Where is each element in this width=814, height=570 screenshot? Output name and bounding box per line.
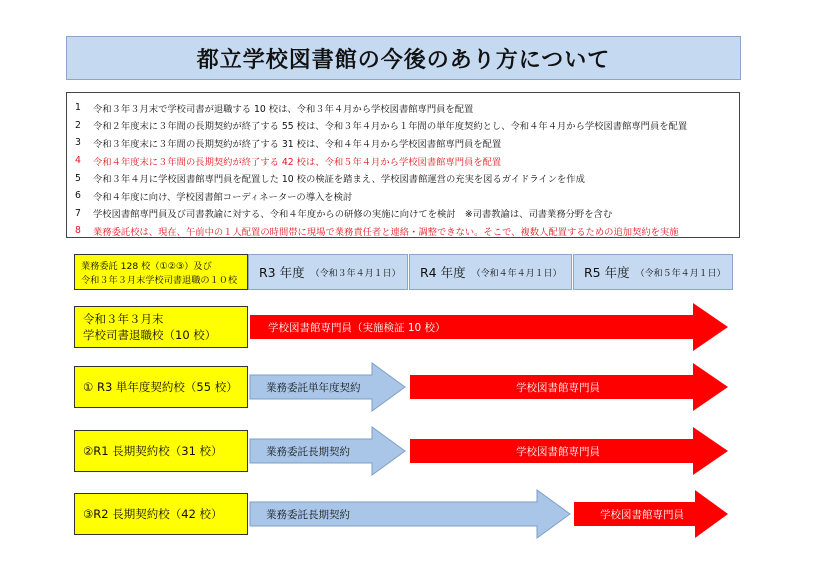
note-text: 令和４年度末に３年間の長期契約が終了する 42 校は、令和５年４月から学校図書館専門員を配置 <box>93 156 502 168</box>
notes-list <box>66 92 740 238</box>
note-text: 令和２年度末に３年間の長期契約が終了する 55 校は、令和３年４月から１年間の単年度契約とし、令和４年４月から学校図書館専門員を配置 <box>93 121 688 133</box>
row-line2: 学校司書退職校（10 校） <box>83 328 217 342</box>
note-number: 2 <box>75 119 81 131</box>
arrow-label: 業務委託単年度契約 <box>266 381 361 394</box>
year-date: （令和５年４月１日） <box>635 268 726 279</box>
row-line1: ① R3 単年度契約校（55 校） <box>83 380 238 394</box>
note-number: 5 <box>75 172 81 184</box>
note-text: 令和４年度に向け、学校図書館コーディネーターの導入を検討 <box>93 191 353 203</box>
note-text: 令和３年度末に３年間の長期契約が終了する 31 校は、令和４年４月から学校図書館専門員を配置 <box>93 138 502 150</box>
note-item-8 <box>75 222 733 240</box>
row-r1-long-term <box>74 430 248 472</box>
arrow-label: 学校図書館専門員（実施検証 10 校） <box>268 321 446 334</box>
arrow-label: 業務委託長期契約 <box>266 445 350 458</box>
row-r2-long-term <box>74 493 248 535</box>
note-text: 業務委託校は、現在、午前中の１人配置の時間帯に現場で業務責任者と連絡・調整できない。そこで、複数人配置するための追加契約を実施 <box>93 226 679 238</box>
note-number: 1 <box>75 102 81 114</box>
arrow-specialist-r5 <box>574 490 728 538</box>
year-header-r5 <box>573 254 733 290</box>
year-date: （令和３年４月１日） <box>310 268 401 279</box>
note-text: 令和３年４月に学校図書館専門員を配置した 10 校の検証を踏まえ、学校図書館運営の充実を図るガイドラインを作成 <box>93 174 585 186</box>
arrow-outsource-long-term-r1 <box>250 427 405 475</box>
arrow-label: 学校図書館専門員 <box>516 445 600 458</box>
arrow-outsource-long-term-r2 <box>250 490 570 538</box>
year-date: （令和４年４月１日） <box>471 268 562 279</box>
year-header-r4 <box>409 254 572 290</box>
note-item-5 <box>75 169 733 187</box>
arrow-specialist-pilot <box>250 303 728 351</box>
note-number: 4 <box>75 155 81 167</box>
row-r3-single-year <box>74 366 248 408</box>
arrow-label: 学校図書館専門員 <box>600 508 684 521</box>
row-line1: ②R1 長期契約校（31 校） <box>83 444 223 458</box>
header-line2: 令和３年３月末学校司書退職の１０校 <box>81 275 238 286</box>
arrow-outsource-single-year <box>250 363 405 411</box>
note-item-7 <box>75 205 733 223</box>
note-number: 8 <box>75 225 81 237</box>
note-number: 3 <box>75 137 81 149</box>
header-line1: 業務委託 128 校（①②③）及び <box>81 261 212 272</box>
note-text: 学校図書館専門員及び司書教諭に対する、令和４年度からの研修の実施に向けてを検討 ※司書教諭は、司書業務分野を含む <box>93 209 613 221</box>
note-item-6 <box>75 187 733 205</box>
row-line1: 令和３年３月末 <box>83 312 164 326</box>
row-retired-librarians <box>74 306 248 348</box>
row-line1: ③R2 長期契約校（42 校） <box>83 507 223 521</box>
arrow-specialist-r4 <box>410 363 728 411</box>
year-label: R5 年度 <box>584 265 630 280</box>
arrow-label: 業務委託長期契約 <box>266 508 350 521</box>
year-header-r3 <box>248 254 408 290</box>
page-title: 都立学校図書館の今後のあり方について <box>66 36 741 80</box>
note-number: 6 <box>75 190 81 202</box>
header-target-schools <box>74 254 248 290</box>
year-label: R4 年度 <box>420 265 466 280</box>
year-label: R3 年度 <box>259 265 305 280</box>
arrow-label: 学校図書館専門員 <box>516 381 600 394</box>
note-item-1 <box>75 99 733 117</box>
arrow-specialist-r4-r1 <box>410 427 728 475</box>
note-item-4 <box>75 152 733 170</box>
note-item-2 <box>75 117 733 135</box>
note-item-3 <box>75 134 733 152</box>
note-number: 7 <box>75 207 81 219</box>
note-text: 令和３年３月末で学校司書が退職する 10 校は、令和３年４月から学校図書館専門員を配置 <box>93 103 474 115</box>
